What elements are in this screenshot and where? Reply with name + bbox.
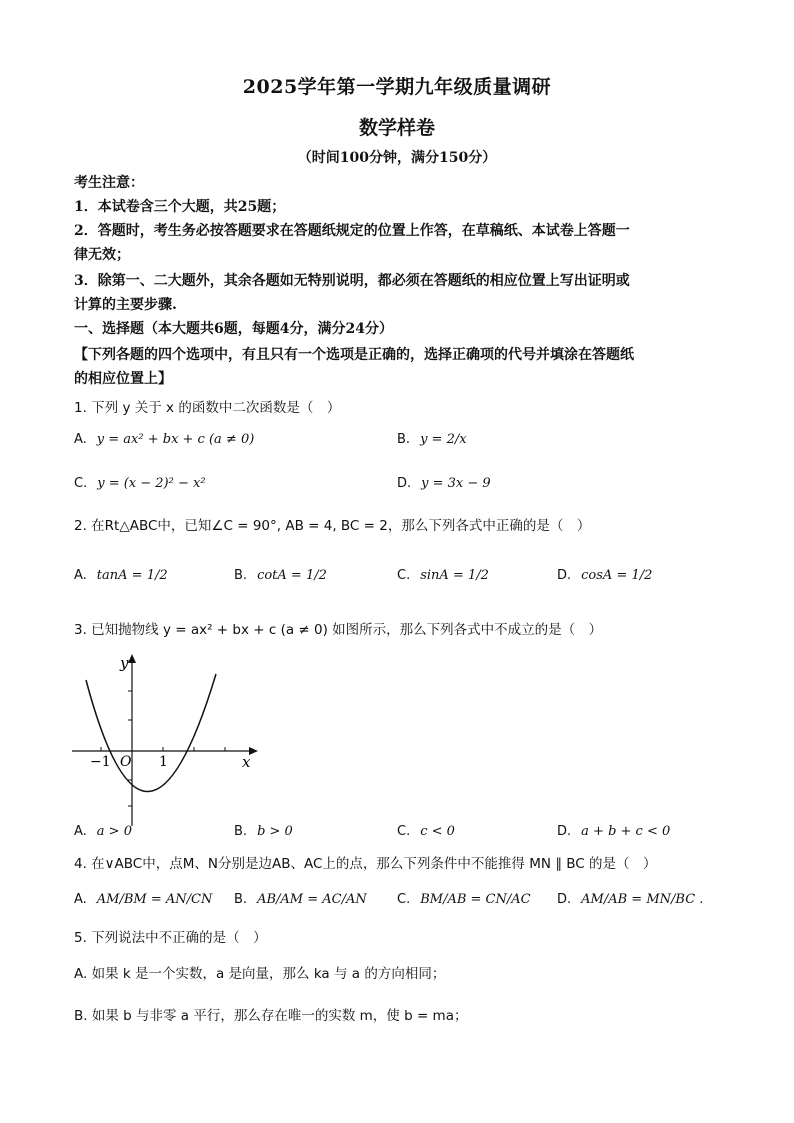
option-a: A. y = ax² + bx + c (a ≠ 0) [74, 432, 255, 447]
question-stem: 1. 下列 y 关于 x 的函数中二次函数是（ ） [74, 400, 341, 416]
section-title: 一、选择题（本大题共6题，每题4分，满分24分） [74, 321, 393, 337]
notice-heading: 考生注意： [74, 175, 144, 191]
exam-title: 2025学年第一学期九年级质量调研 [242, 76, 552, 98]
notice-item: 3．除第一、二大题外，其余各题如无特别说明，都必须在答题纸的相应位置上写出证明或 [74, 273, 630, 289]
option-d: D. cosA = 1/2 [557, 568, 653, 583]
option-c: C. c < 0 [397, 824, 455, 839]
tick-label-one: 1 [159, 754, 168, 770]
y-axis-arrow [128, 654, 136, 663]
option-b: B. AB/AM = AC/AN [234, 892, 367, 907]
notice-item: 2．答题时，考生务必按答题要求在答题纸规定的位置上作答，在草稿纸、本试卷上答题一 [74, 223, 630, 239]
section-instruction: 的相应位置上】 [74, 371, 172, 387]
y-axis-label: y [120, 654, 129, 672]
notice-item: 1．本试卷含三个大题，共25题； [74, 199, 286, 215]
question-stem: 2. 在Rt△ABC中，已知∠C = 90°, AB = 4, BC = 2，那么下列各式中正确的是（ ） [74, 518, 591, 534]
option-b: B. 如果 b 与非零 a 平行，那么存在唯一的实数 m，使 b = ma； [74, 1008, 468, 1024]
question-stem: 3. 已知抛物线 y = ax² + bx + c (a ≠ 0) 如图所示，那么下列各式中不成立的是（ ） [74, 622, 603, 638]
option-d: D. a + b + c < 0 [557, 824, 671, 839]
option-b: B. b > 0 [234, 824, 293, 839]
question-stem: 5. 下列说法中不正确的是（ ） [74, 930, 267, 946]
option-d: D. AM/AB = MN/BC . [557, 892, 704, 907]
option-a: A. a > 0 [74, 824, 132, 839]
option-a: A. AM/BM = AN/CN [74, 892, 213, 907]
exam-time-note: （时间100分钟，满分150分） [297, 150, 497, 166]
option-a: A. tanA = 1/2 [74, 568, 168, 583]
option-c: C. y = (x − 2)² − x² [74, 476, 206, 491]
option-a: A. 如果 k 是一个实数，a 是向量，那么 ka 与 a 的方向相同； [74, 966, 446, 982]
notice-item: 律无效； [74, 247, 130, 263]
option-b: B. cotA = 1/2 [234, 568, 327, 583]
exam-subtitle: 数学样卷 [358, 117, 435, 139]
option-d: D. y = 3x − 9 [397, 476, 491, 491]
origin-label: O [120, 754, 132, 770]
question-stem: 4. 在∨ABC中，点M、N分别是边AB、AC上的点，那么下列条件中不能推得 MN ∥ BC 的是（ ） [74, 856, 657, 872]
option-b: B. y = 2/x [397, 432, 467, 447]
option-c: C. sinA = 1/2 [397, 568, 489, 583]
parabola-graph [66, 648, 266, 828]
notice-item: 计算的主要步骤. [74, 297, 177, 313]
option-c: C. BM/AB = CN/AC [397, 892, 531, 907]
tick-label-neg-one: −1 [90, 754, 111, 770]
x-axis-label: x [242, 753, 251, 771]
parabola-curve [86, 674, 216, 792]
section-instruction: 【下列各题的四个选项中，有且只有一个选项是正确的，选择正确项的代号并填涂在答题纸 [74, 347, 634, 363]
